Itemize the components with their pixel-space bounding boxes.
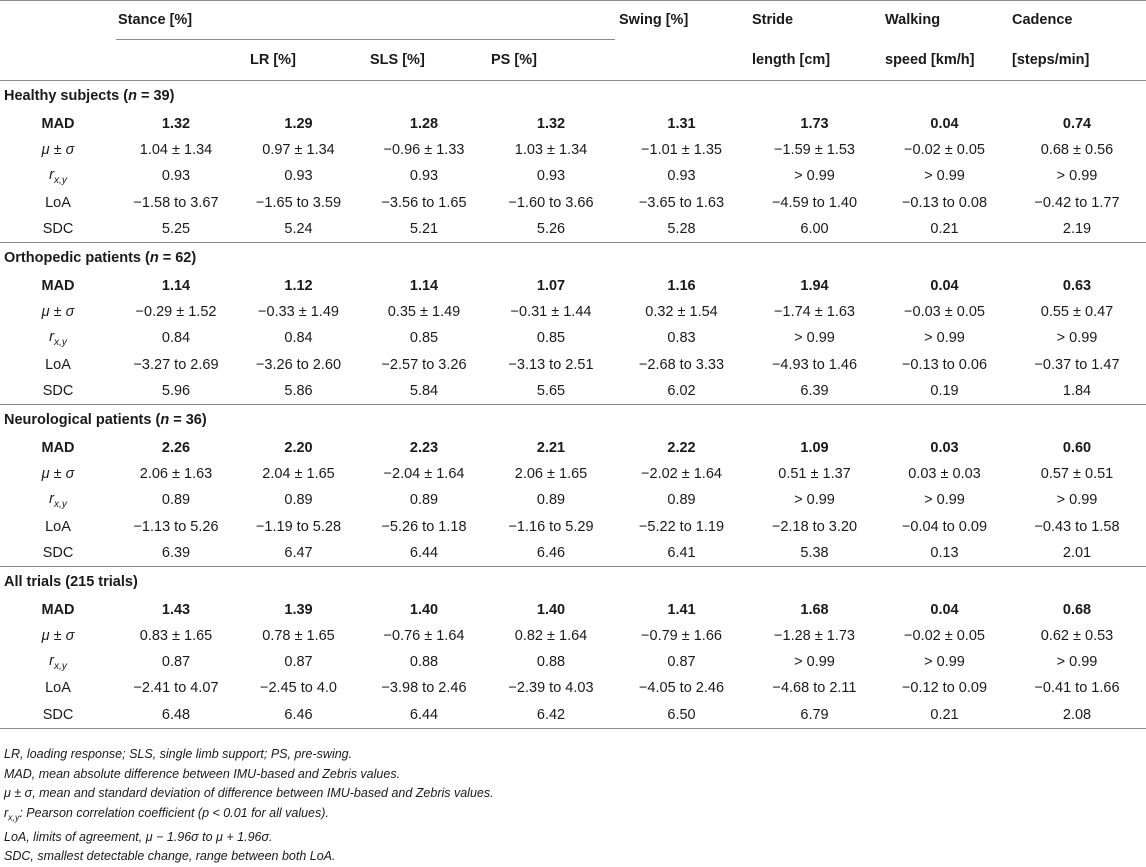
row-label-r-subscript: x,y [53, 174, 67, 186]
cell-mu-sigma-walking-speed: −0.03 ± 0.05 [904, 304, 985, 321]
row-label-loa: LoA [45, 194, 71, 211]
header-stride-line2: length [cm] [752, 51, 831, 68]
cell-mad-walking-speed: 0.04 [930, 116, 959, 133]
cell-mu-sigma-lr: 0.97 ± 1.34 [262, 142, 335, 159]
cell-mu-sigma-swing: 0.32 ± 1.54 [645, 304, 718, 321]
cell-sdc-stride-length: 6.79 [748, 702, 881, 729]
cell-pearson-r-cadence: > 0.99 [1056, 330, 1098, 347]
cell-mad-stride-length: 1.68 [800, 601, 829, 618]
cell-mu-sigma-stance: −0.29 ± 1.52 [135, 304, 217, 321]
table-row-mad [0, 273, 1146, 299]
cell-sdc-ps: 5.65 [536, 382, 566, 399]
cell-mad-swing: 2.22 [667, 439, 696, 456]
cell-loa-cadence: −0.41 to 1.66 [1034, 680, 1120, 697]
row-label-pearson-r [0, 325, 116, 351]
cell-mu-sigma-walking-speed: 0.03 ± 0.03 [908, 466, 981, 483]
cell-loa-sls: −3.56 to 1.65 [381, 194, 467, 211]
row-label-pearson-r [0, 649, 116, 675]
cell-mad-swing: 1.16 [667, 278, 696, 295]
cell-mad-ps: 1.07 [536, 278, 566, 295]
cell-sdc-sls: 5.84 [409, 382, 439, 399]
cell-pearson-r-swing: 0.93 [667, 168, 696, 185]
cell-mu-sigma-ps: 2.06 ± 1.65 [514, 466, 588, 483]
cell-pearson-r-swing: 0.89 [667, 492, 696, 509]
cell-mu-sigma-lr: −0.33 ± 1.49 [258, 304, 339, 321]
table-row-pearson-r [0, 649, 1146, 675]
cell-pearson-r-swing: 0.87 [667, 654, 696, 671]
cell-mu-sigma-stride-length: −1.59 ± 1.53 [774, 142, 855, 159]
cell-sdc-stance: 5.25 [161, 220, 191, 237]
cell-mad-lr: 1.39 [284, 601, 313, 618]
cell-loa-walking-speed: −0.12 to 0.09 [901, 680, 988, 697]
cell-loa-ps: −1.16 to 5.29 [508, 518, 594, 535]
cell-loa-cadence: −0.42 to 1.77 [1034, 194, 1120, 211]
group-title [0, 81, 1146, 112]
row-label-r-subscript: x,y [53, 498, 67, 510]
table-row-pearson-r [0, 163, 1146, 189]
cell-mu-sigma-cadence: 0.57 ± 0.51 [1040, 466, 1114, 483]
cell-mad-stride-length: 1.09 [800, 439, 829, 456]
group-header-row [0, 566, 1146, 597]
row-label-r-subscript: x,y [53, 660, 67, 672]
group-title-n: n [128, 88, 137, 104]
cell-pearson-r-stance: 0.89 [161, 492, 191, 509]
group-title-prefix: Healthy subjects ( [4, 88, 129, 104]
cell-mad-sls: 2.23 [409, 439, 439, 456]
footnote-sdc: SDC, smallest detectable change, range between both LoA. [4, 849, 336, 864]
cell-loa-swing: −3.65 to 1.63 [638, 194, 725, 211]
table-row-sdc [0, 540, 1146, 567]
cell-mad-lr: 1.29 [284, 116, 313, 133]
cell-pearson-r-sls: 0.88 [409, 654, 439, 671]
header-sls: SLS [%] [370, 52, 425, 68]
cell-sdc-swing: 6.41 [667, 544, 696, 561]
cell-loa-ps: −2.39 to 4.03 [508, 680, 594, 697]
group-title [0, 566, 1146, 597]
row-label-mu-sigma: μ ± σ [41, 628, 75, 645]
table-row-loa [0, 513, 1146, 539]
cell-mad-sls: 1.28 [409, 116, 439, 133]
cell-sdc-cadence: 2.01 [1062, 544, 1092, 561]
row-label-sdc: SDC [0, 702, 116, 729]
row-label-r-symbol: r [49, 652, 54, 669]
cell-loa-sls: −3.98 to 2.46 [381, 680, 467, 697]
header-walking-line1: Walking [885, 12, 941, 29]
cell-pearson-r-stride-length: > 0.99 [794, 654, 835, 671]
cell-mad-swing: 1.41 [667, 601, 696, 618]
cell-mad-stance: 1.43 [161, 601, 191, 618]
group-title-suffix: = 36) [169, 411, 207, 428]
cell-mu-sigma-cadence: 0.68 ± 0.56 [1040, 142, 1114, 159]
table-row-sdc [0, 378, 1146, 405]
row-label-r-subscript: x,y [53, 336, 67, 348]
table-row-mad [0, 111, 1146, 137]
cell-mad-lr: 2.20 [284, 439, 313, 456]
cell-mu-sigma-sls: 0.35 ± 1.49 [387, 304, 461, 321]
cell-sdc-cadence: 2.08 [1008, 702, 1146, 729]
cell-loa-swing: −5.22 to 1.19 [638, 518, 725, 535]
cell-pearson-r-stance: 0.93 [161, 168, 191, 185]
cell-mu-sigma-swing: −1.01 ± 1.35 [641, 142, 722, 159]
cell-loa-cadence: −0.37 to 1.47 [1034, 356, 1120, 373]
cell-loa-ps: −1.60 to 3.66 [508, 194, 594, 211]
group-title-suffix: = 39) [136, 88, 175, 104]
cell-sdc-lr: 5.24 [284, 220, 313, 237]
footnote-mad: MAD, mean absolute difference between IMU-based and Zebris values. [4, 766, 401, 781]
cell-sdc-sls: 5.21 [409, 220, 439, 237]
cell-loa-stance: −1.13 to 5.26 [133, 518, 219, 535]
footnote-pearson-text: : Pearson correlation coefficient (p < 0.01 for all values). [19, 805, 329, 820]
header-cadence-line1: Cadence [1012, 12, 1073, 29]
cell-pearson-r-ps: 0.93 [536, 168, 566, 185]
row-label-mu-sigma: μ ± σ [41, 304, 75, 321]
cell-mad-swing: 1.31 [667, 116, 696, 133]
cell-mu-sigma-ps: 0.82 ± 1.64 [514, 628, 588, 645]
cell-mad-lr: 1.12 [284, 278, 313, 295]
row-label-mu-sigma: μ ± σ [41, 142, 75, 159]
cell-mu-sigma-lr: 2.04 ± 1.65 [262, 466, 335, 483]
header-ps: PS [%] [491, 52, 537, 68]
cell-mad-ps: 1.32 [536, 116, 566, 133]
row-label-r-symbol: r [49, 490, 54, 507]
cell-mu-sigma-cadence: 0.55 ± 0.47 [1040, 304, 1114, 321]
cell-mu-sigma-ps: −0.31 ± 1.44 [510, 304, 592, 321]
table-row-loa [0, 190, 1146, 216]
cell-loa-stance: −1.58 to 3.67 [133, 194, 219, 211]
cell-sdc-stance: 6.39 [161, 544, 191, 561]
cell-loa-cadence: −0.43 to 1.58 [1034, 518, 1120, 535]
footnote-r-symbol: r [4, 805, 9, 820]
table-row-loa [0, 352, 1146, 378]
cell-pearson-r-walking-speed: > 0.99 [924, 654, 965, 671]
header-stance: Stance [%] [116, 1, 236, 40]
footnote-pearson [4, 804, 494, 828]
row-label-pearson-r [0, 163, 116, 189]
cell-sdc-walking-speed: 0.21 [930, 220, 959, 237]
cell-mad-stride-length: 1.94 [800, 278, 829, 295]
footnote-r-subscript: x,y [8, 812, 20, 823]
cell-mu-sigma-stance: 2.06 ± 1.63 [139, 466, 213, 483]
cell-loa-stance: −3.27 to 2.69 [133, 356, 219, 373]
cell-sdc-stance: 6.48 [116, 702, 236, 729]
table-row-pearson-r [0, 487, 1146, 513]
cell-pearson-r-stride-length: > 0.99 [794, 492, 835, 509]
row-label-loa: LoA [45, 518, 71, 535]
cell-mu-sigma-ps: 1.03 ± 1.34 [514, 142, 588, 159]
cell-pearson-r-walking-speed: > 0.99 [924, 168, 965, 185]
cell-sdc-stance: 5.96 [161, 382, 191, 399]
cell-mad-cadence: 0.63 [1062, 278, 1092, 295]
row-label-mad: MAD [41, 116, 75, 133]
cell-sdc-walking-speed: 0.13 [930, 544, 959, 561]
header-row-top [0, 1, 1146, 40]
cell-loa-walking-speed: −0.04 to 0.09 [901, 518, 988, 535]
footnote-abbreviations: LR, loading response; SLS, single limb support; PS, pre-swing. [4, 747, 353, 761]
cell-loa-stride-length: −4.93 to 1.46 [771, 356, 858, 373]
cell-sdc-cadence: 1.84 [1062, 382, 1092, 399]
cell-mu-sigma-walking-speed: −0.02 ± 0.05 [904, 142, 985, 159]
footnote-mu-sigma-text: , mean and standard deviation of difference between IMU-based and Zebris values. [32, 786, 494, 801]
cell-pearson-r-stance: 0.84 [161, 330, 191, 347]
cell-mu-sigma-stance: 1.04 ± 1.34 [139, 142, 213, 159]
table-row-pearson-r [0, 325, 1146, 351]
group-title-n: n [149, 249, 159, 266]
table-row-mu-sigma [0, 299, 1146, 325]
cell-loa-sls: −5.26 to 1.18 [381, 518, 467, 535]
cell-pearson-r-sls: 0.85 [409, 330, 439, 347]
cell-loa-lr: −1.19 to 5.28 [255, 518, 342, 535]
cell-pearson-r-lr: 0.89 [284, 492, 313, 509]
group-header-row [0, 404, 1146, 435]
table-row-sdc [0, 216, 1146, 243]
cell-mad-cadence: 0.60 [1062, 439, 1092, 456]
group-title-prefix: Neurological patients ( [4, 411, 161, 428]
cell-pearson-r-ps: 0.88 [536, 654, 566, 671]
cell-mu-sigma-stride-length: −1.74 ± 1.63 [774, 304, 855, 321]
table-footnotes [4, 745, 494, 867]
cell-sdc-sls: 6.44 [409, 544, 439, 561]
cell-mad-ps: 2.21 [536, 439, 566, 456]
row-label-mad: MAD [41, 278, 75, 295]
header-row-bottom [0, 40, 1146, 81]
cell-loa-stance: −2.41 to 4.07 [133, 680, 219, 697]
cell-sdc-ps: 6.46 [536, 544, 566, 561]
row-label-pearson-r [0, 487, 116, 513]
cell-mu-sigma-sls: −0.76 ± 1.64 [383, 628, 465, 645]
header-stride-line1: Stride [752, 12, 794, 29]
header-cadence-line2: [steps/min] [1012, 51, 1090, 68]
cell-mad-stance: 2.26 [161, 439, 191, 456]
cell-sdc-swing: 6.02 [667, 382, 696, 399]
table-row-mad [0, 435, 1146, 461]
cell-pearson-r-lr: 0.84 [284, 330, 313, 347]
row-label-r-symbol: r [49, 167, 54, 184]
cell-sdc-stride-length: 5.38 [800, 544, 829, 561]
cell-pearson-r-swing: 0.83 [667, 330, 696, 347]
cell-mad-stride-length: 1.73 [800, 116, 829, 133]
cell-mad-sls: 1.14 [409, 278, 439, 295]
row-label-r-symbol: r [49, 328, 54, 345]
cell-loa-lr: −1.65 to 3.59 [255, 194, 342, 211]
cell-pearson-r-cadence: > 0.99 [1056, 654, 1098, 671]
cell-pearson-r-walking-speed: > 0.99 [924, 330, 965, 347]
cell-mad-walking-speed: 0.04 [930, 278, 959, 295]
table-row-mu-sigma [0, 461, 1146, 487]
cell-loa-lr: −2.45 to 4.0 [260, 680, 337, 697]
cell-sdc-walking-speed: 0.21 [881, 702, 1008, 729]
cell-mad-walking-speed: 0.04 [930, 601, 959, 618]
cell-pearson-r-stride-length: > 0.99 [794, 330, 835, 347]
cell-sdc-ps: 6.42 [487, 702, 615, 729]
cell-pearson-r-lr: 0.93 [284, 168, 313, 185]
cell-mu-sigma-lr: 0.78 ± 1.65 [262, 628, 335, 645]
cell-pearson-r-cadence: > 0.99 [1056, 492, 1098, 509]
cell-sdc-walking-speed: 0.19 [930, 382, 959, 399]
header-lr: LR [%] [250, 52, 296, 68]
cell-mad-sls: 1.40 [409, 601, 439, 618]
cell-mu-sigma-sls: −0.96 ± 1.33 [383, 142, 465, 159]
cell-mad-cadence: 0.68 [1062, 601, 1092, 618]
cell-mu-sigma-swing: −0.79 ± 1.66 [641, 628, 722, 645]
cell-sdc-swing: 6.50 [615, 702, 748, 729]
cell-loa-lr: −3.26 to 2.60 [255, 356, 342, 373]
footnote-mu-sigma [4, 784, 494, 804]
cell-loa-swing: −2.68 to 3.33 [638, 356, 725, 373]
cell-sdc-lr: 6.47 [284, 544, 313, 561]
cell-loa-swing: −4.05 to 2.46 [638, 680, 725, 697]
group-title-prefix: Orthopedic patients ( [4, 249, 150, 266]
cell-pearson-r-lr: 0.87 [284, 654, 313, 671]
row-label-loa: LoA [45, 356, 71, 373]
group-title-n: n [160, 411, 170, 428]
cell-loa-stride-length: −2.18 to 3.20 [771, 518, 858, 535]
cell-mad-cadence: 0.74 [1062, 116, 1092, 133]
cell-mu-sigma-stride-length: 0.51 ± 1.37 [778, 466, 851, 483]
cell-loa-walking-speed: −0.13 to 0.06 [901, 356, 988, 373]
cell-pearson-r-stride-length: > 0.99 [794, 168, 835, 185]
cell-pearson-r-sls: 0.93 [409, 168, 439, 185]
cell-pearson-r-cadence: > 0.99 [1056, 168, 1098, 185]
cell-sdc-ps: 5.26 [536, 220, 566, 237]
cell-mad-stance: 1.14 [161, 278, 191, 295]
cell-mu-sigma-stride-length: −1.28 ± 1.73 [774, 628, 855, 645]
row-label-mu-sigma: μ ± σ [41, 466, 75, 483]
group-title-suffix: = 62) [158, 249, 197, 266]
cell-mad-walking-speed: 0.03 [930, 439, 959, 456]
cell-sdc-sls: 6.44 [361, 702, 487, 729]
cell-pearson-r-stance: 0.87 [161, 654, 191, 671]
row-label-sdc: SDC [42, 544, 74, 561]
table-row-sdc [0, 702, 1146, 729]
cell-mu-sigma-stance: 0.83 ± 1.65 [139, 628, 213, 645]
cell-mu-sigma-walking-speed: −0.02 ± 0.05 [904, 628, 985, 645]
cell-sdc-stride-length: 6.00 [800, 220, 829, 237]
table-row-mu-sigma [0, 623, 1146, 649]
cell-mu-sigma-cadence: 0.62 ± 0.53 [1040, 628, 1114, 645]
row-label-mad: MAD [41, 439, 75, 456]
cell-loa-sls: −2.57 to 3.26 [381, 356, 467, 373]
cell-mad-stance: 1.32 [161, 116, 191, 133]
group-header-row [0, 81, 1146, 112]
cell-pearson-r-ps: 0.89 [536, 492, 566, 509]
table-row-loa [0, 675, 1146, 701]
table-row-mad [0, 597, 1146, 623]
cell-sdc-swing: 5.28 [667, 220, 696, 237]
cell-loa-stride-length: −4.59 to 1.40 [771, 194, 858, 211]
cell-loa-walking-speed: −0.13 to 0.08 [901, 194, 988, 211]
cell-mu-sigma-sls: −2.04 ± 1.64 [383, 466, 465, 483]
cell-pearson-r-ps: 0.85 [536, 330, 566, 347]
group-title [0, 404, 1146, 435]
cell-sdc-cadence: 2.19 [1062, 220, 1092, 237]
row-label-mad: MAD [41, 601, 75, 618]
group-title [0, 242, 1146, 273]
row-label-loa: LoA [45, 680, 71, 697]
footnote-loa: LoA, limits of agreement, μ − 1.96σ to μ + 1.96σ. [4, 829, 273, 844]
footnote-mu-sigma-symbol: μ ± σ [4, 786, 33, 801]
table-row-mu-sigma [0, 137, 1146, 163]
cell-pearson-r-sls: 0.89 [409, 492, 439, 509]
header-walking-line2: speed [km/h] [885, 51, 975, 68]
cell-mad-ps: 1.40 [536, 601, 566, 618]
cell-sdc-lr: 6.46 [236, 702, 361, 729]
cell-mu-sigma-swing: −2.02 ± 1.64 [641, 466, 722, 483]
cell-loa-ps: −3.13 to 2.51 [508, 356, 594, 373]
cell-sdc-lr: 5.86 [284, 382, 313, 399]
row-label-sdc: SDC [42, 382, 74, 399]
cell-pearson-r-walking-speed: > 0.99 [924, 492, 965, 509]
header-swing: Swing [%] [619, 12, 689, 29]
group-title-prefix: All trials (215 trials) [4, 573, 138, 590]
group-header-row [0, 242, 1146, 273]
row-label-sdc: SDC [42, 220, 74, 237]
cell-sdc-stride-length: 6.39 [800, 382, 829, 399]
cell-loa-stride-length: −4.68 to 2.11 [772, 680, 857, 697]
